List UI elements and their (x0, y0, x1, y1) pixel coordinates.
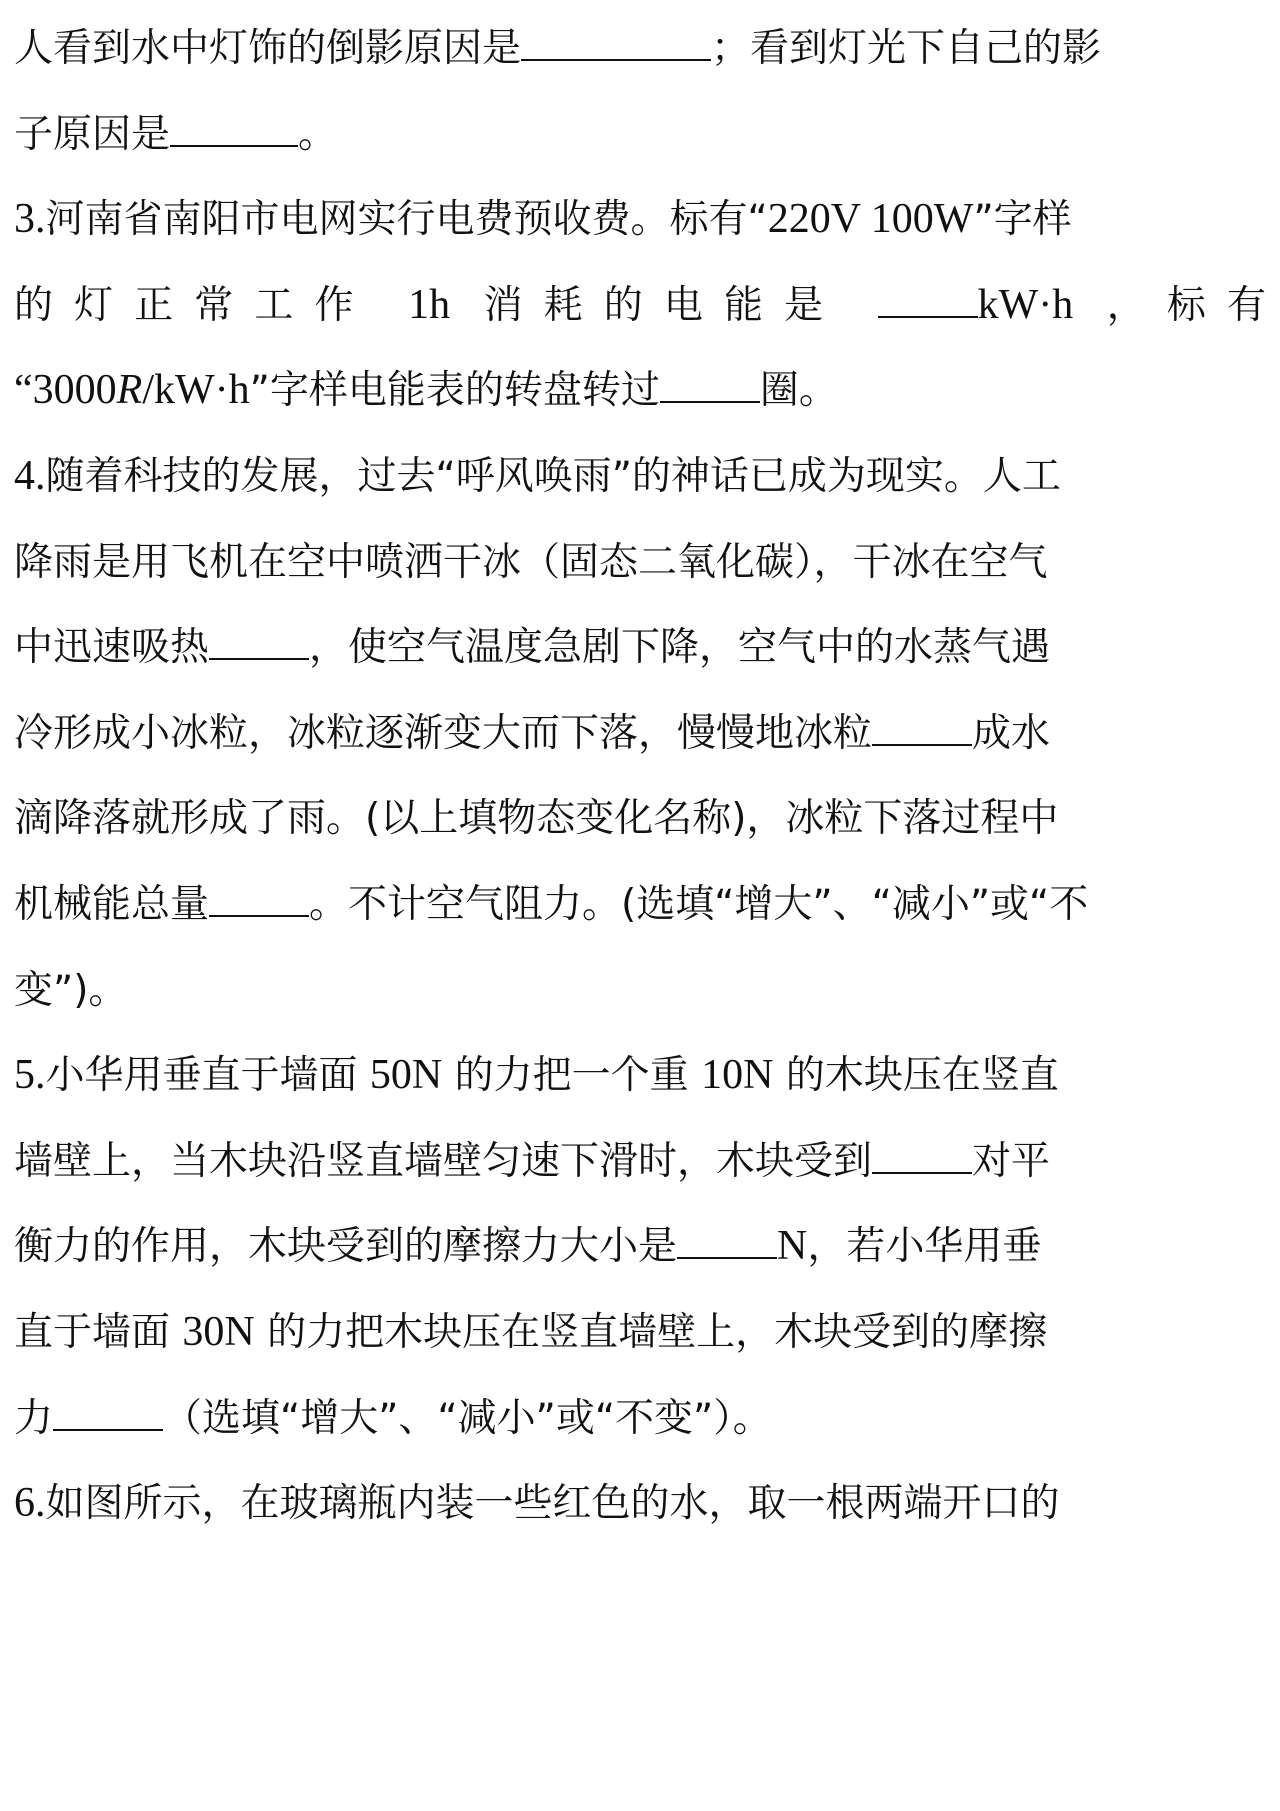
latin-text: 220V 100W (767, 196, 974, 243)
text: 如图所示，在玻璃瓶内装一些红色的水，取一根两端开口的 (45, 1481, 1060, 1527)
text: 随着科技的发展，过去“呼风唤雨”的神话已成为现实。人工 (45, 453, 1061, 499)
text: 中迅速吸热 (14, 625, 210, 671)
question-6-line-1 (14, 1461, 1266, 1547)
text: 子原因是 (14, 111, 171, 157)
text: 衡力的作用，木块受到的摩擦力大小是 (14, 1224, 678, 1270)
text: 直于墙面 (14, 1309, 171, 1355)
answer-blank (209, 620, 309, 660)
latin-text: 50N (369, 1052, 443, 1099)
text: ，标有 (1106, 282, 1266, 328)
text-line-1 (14, 6, 1266, 92)
latin-text: 10N (701, 1052, 774, 1099)
text: 消耗的电能是 (483, 282, 845, 328)
text: 的力把木块压在竖直墙壁上，木块受到的摩擦 (267, 1309, 1048, 1355)
text: 的力把一个重 (454, 1053, 689, 1099)
question-4-line-3 (14, 605, 1266, 691)
text: 成水 (972, 710, 1051, 756)
text: 的木块压在竖直 (785, 1053, 1059, 1099)
question-3-line-2 (14, 263, 1266, 349)
text: 冷形成小冰粒，冰粒逐渐变大而下落，慢慢地冰粒 (14, 710, 873, 756)
text: ”字样电能表的转盘转过 (249, 368, 660, 414)
text: 河南省南阳市电网实行电费预收费。标有“ (45, 197, 768, 243)
answer-blank (677, 1219, 777, 1259)
question-4-line-2 (14, 520, 1266, 606)
text: 。 (298, 111, 338, 157)
text: 力 (14, 1395, 54, 1441)
latin-italic-text: R (116, 367, 143, 414)
text: 的灯正常工作 (14, 282, 375, 328)
question-5-line-4 (14, 1290, 1266, 1376)
question-5-line-3 (14, 1204, 1266, 1290)
answer-blank (878, 278, 978, 318)
question-4-line-1 (14, 434, 1266, 520)
text: 圈。 (759, 368, 838, 414)
text: ，若小华用垂 (807, 1224, 1042, 1270)
question-4-line-7 (14, 948, 1266, 1034)
latin-text: N (777, 1223, 808, 1270)
text: 小华用垂直于墙面 (45, 1053, 358, 1099)
answer-blank (53, 1391, 163, 1431)
question-number: 6. (14, 1480, 46, 1527)
question-5-line-1 (14, 1033, 1266, 1119)
latin-text: “3000 (14, 367, 117, 414)
text: 变”)。 (14, 967, 128, 1013)
answer-blank (660, 363, 760, 403)
question-5-line-2 (14, 1119, 1266, 1205)
text: 对平 (972, 1138, 1051, 1184)
text: 滴降落就形成了雨。(以上填物态变化名称)，冰粒下落过程中 (14, 796, 1059, 842)
text: ；看到灯光下自己的影 (711, 26, 1102, 71)
answer-blank (872, 1134, 972, 1174)
question-number: 4. (14, 452, 46, 499)
question-4-line-4 (14, 691, 1266, 777)
question-5-line-5 (14, 1376, 1266, 1462)
question-4-line-5 (14, 776, 1266, 862)
text: 墙壁上，当木块沿竖直墙壁匀速下滑时，木块受到 (14, 1138, 873, 1184)
text-line-2 (14, 92, 1266, 178)
text: 机械能总量 (14, 881, 210, 927)
text: 。不计空气阻力。(选填“增大”、“减小”或“不 (309, 881, 1089, 927)
text: 人看到水中灯饰的倒影原因是 (14, 26, 522, 71)
latin-text: kW·h (977, 281, 1074, 328)
latin-text: 1h (408, 281, 451, 328)
text: ，使空气温度急剧下降，空气中的水蒸气遇 (309, 625, 1051, 671)
answer-blank (872, 706, 972, 746)
answer-blank (521, 21, 711, 61)
question-4-line-6 (14, 862, 1266, 948)
text: 降雨是用飞机在空中喷洒干冰（固态二氧化碳），干冰在空气 (14, 539, 1048, 585)
question-3-line-1 (14, 177, 1266, 263)
question-3-line-3 (14, 348, 1266, 434)
latin-text: 30N (182, 1308, 255, 1355)
latin-text: /kW·h (142, 367, 250, 414)
text: （选填“增大”、“减小”或“不变”）。 (163, 1395, 772, 1441)
answer-blank (170, 107, 298, 147)
text: ”字样 (973, 197, 1072, 243)
question-number: 3. (14, 196, 46, 243)
question-number: 5. (14, 1052, 46, 1099)
answer-blank (209, 877, 309, 917)
